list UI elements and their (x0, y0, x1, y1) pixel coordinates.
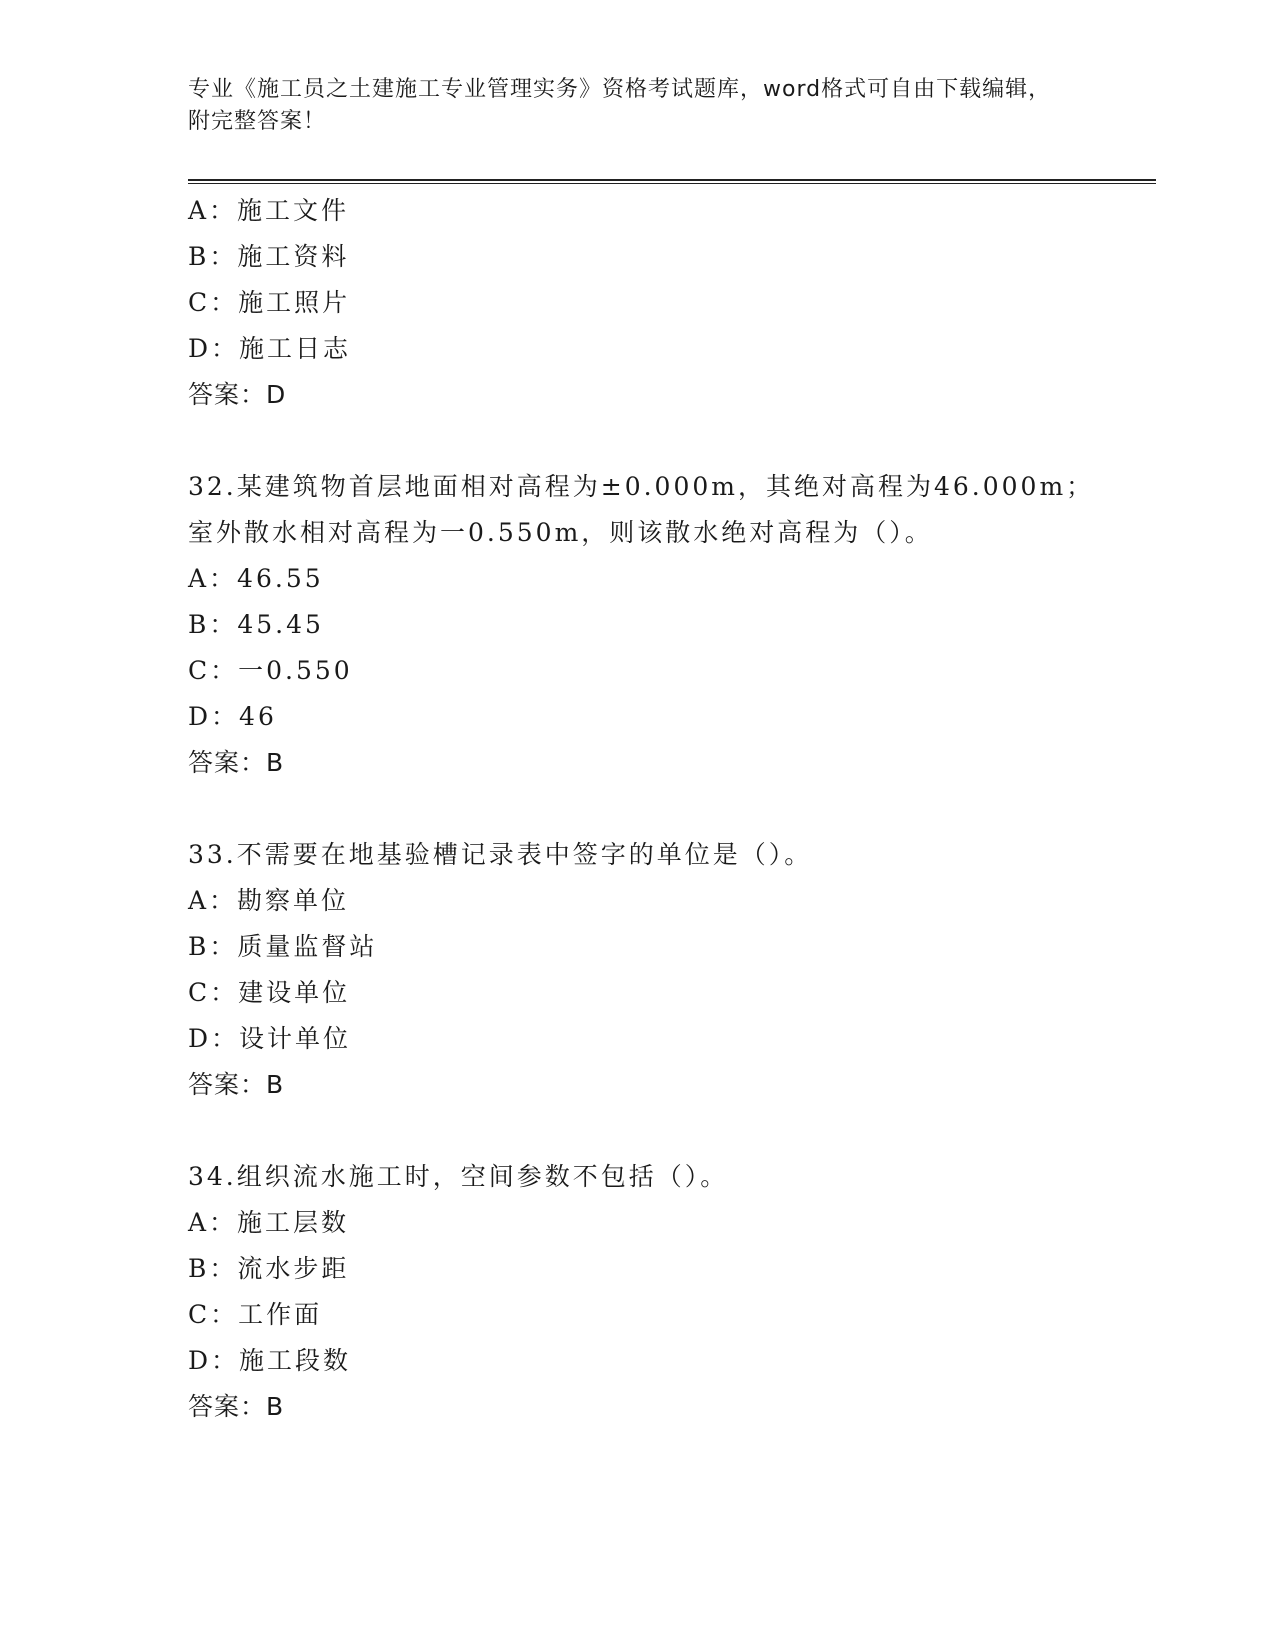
option-c: C：一0.550 (188, 656, 353, 685)
option-b: B：质量监督站 (188, 932, 378, 961)
question-list (188, 188, 1148, 1430)
option-c: C：施工照片 (188, 288, 351, 317)
spacer (188, 418, 1148, 464)
question-text-line-1: 32.某建筑物首层地面相对高程为±0.000m，其绝对高程为46.000m； (188, 472, 1095, 501)
spacer (188, 1108, 1148, 1154)
question-33 (188, 832, 1148, 1108)
option-d: D：施工段数 (188, 1346, 352, 1375)
answer: 答案：B (188, 748, 285, 777)
option-a: A：勘察单位 (188, 886, 350, 915)
option-b: B：施工资料 (188, 242, 350, 271)
option-a: A：施工层数 (188, 1208, 350, 1237)
option-d: D：设计单位 (188, 1024, 352, 1053)
option-a: A：施工文件 (188, 196, 350, 225)
option-c: C：建设单位 (188, 978, 351, 1007)
question-34 (188, 1154, 1148, 1430)
option-b: B：流水步距 (188, 1254, 350, 1283)
question-31 (188, 188, 1148, 418)
option-d: D：46 (188, 702, 277, 731)
document-header: 专业《施工员之土建施工专业管理实务》资格考试题库，word格式可自由下载编辑，附完整答案！ (188, 77, 1052, 134)
question-text-line-1: 34.组织流水施工时，空间参数不包括（）。 (188, 1162, 729, 1191)
answer: 答案：B (188, 1392, 285, 1421)
question-32 (188, 464, 1148, 786)
option-d: D：施工日志 (188, 334, 352, 363)
option-c: C：工作面 (188, 1300, 323, 1329)
question-text-line-1: 33.不需要在地基验槽记录表中签字的单位是（）。 (188, 840, 813, 869)
option-a: A：46.55 (188, 564, 324, 593)
answer: 答案：D (188, 380, 287, 409)
option-b: B：45.45 (188, 610, 324, 639)
spacer (188, 786, 1148, 832)
question-text-line-2: 室外散水相对高程为一0.550m，则该散水绝对高程为（）。 (188, 518, 933, 547)
header-divider (188, 179, 1156, 184)
answer: 答案：B (188, 1070, 285, 1099)
